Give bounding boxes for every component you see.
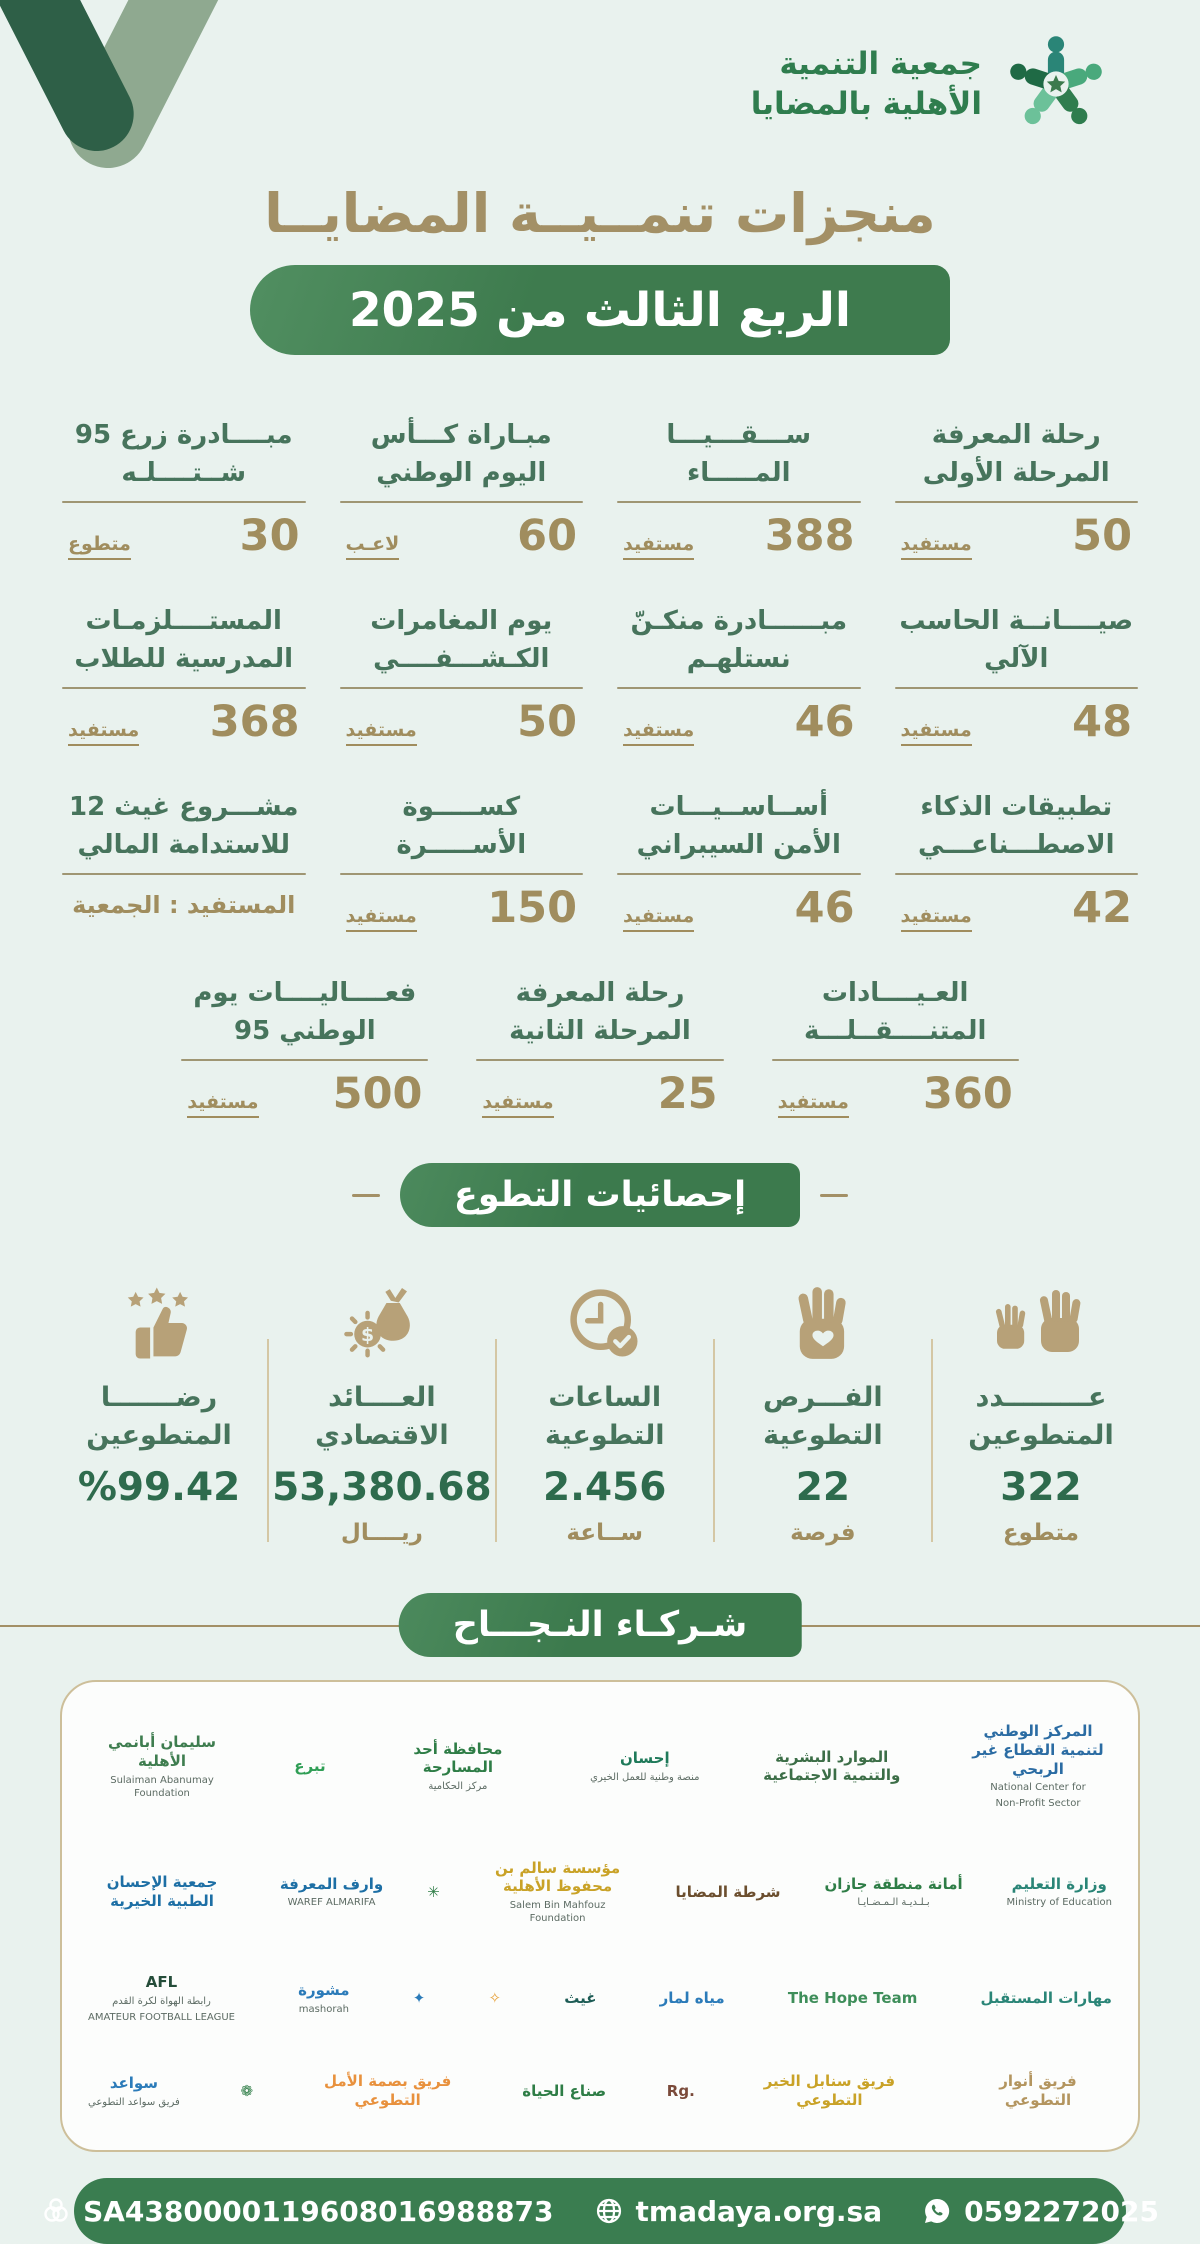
partner-logo (590, 1749, 699, 1784)
partner-name: تبرع (294, 1756, 326, 1775)
divider (895, 687, 1139, 689)
partner-logo (676, 1883, 781, 1902)
partner-name: ❁ (240, 2081, 254, 2100)
program-value: 46 (794, 697, 855, 747)
hands-raised-icon (993, 1267, 1089, 1363)
money-bag-icon (342, 1267, 422, 1363)
partner-caption: AMATEUR FOOTBALL LEAGUE (88, 2012, 235, 2024)
stat-unit: متطوع (1002, 1520, 1080, 1546)
programs-section (58, 417, 1142, 1119)
partner-name: المركز الوطني لتنمية القطاع غير الربحي (972, 1722, 1104, 1778)
divider (340, 501, 584, 503)
program-value: 25 (657, 1069, 718, 1119)
partner-name: غيث (564, 1989, 597, 2008)
partner-caption: mashorah (298, 2004, 349, 2016)
program-title: رحلة المعرفة المرحلة الأولى (922, 420, 1110, 488)
program-value: 50 (517, 697, 577, 747)
dash-decoration (820, 1194, 848, 1197)
divider (340, 873, 584, 875)
program-value: 60 (517, 511, 577, 561)
divider (62, 687, 306, 689)
program-unit: مستفيد (623, 719, 694, 746)
partner-logo (413, 1989, 426, 2008)
partner-caption: بـلـديـة الـمـضـايـا (857, 1897, 930, 1909)
partner-name: إحسان (619, 1748, 670, 1767)
divider (181, 1059, 428, 1061)
partners-row (88, 1859, 1112, 1926)
program-value: 388 (764, 511, 855, 561)
org-name (751, 44, 982, 125)
volunteer-count-stat (932, 1261, 1150, 1550)
partner-logo (964, 1722, 1112, 1810)
program-unit: لاعـب (346, 533, 400, 560)
partner-logo (314, 2072, 462, 2110)
program-unit: مستفيد (901, 719, 972, 746)
partner-name: فريق سنابل الخير التطوعي (763, 2072, 896, 2110)
partner-name: جمعية الإحسان الطبية الخيرية (106, 1873, 218, 1910)
partner-name: مشورة (298, 1981, 350, 2000)
partner-logo (522, 2082, 606, 2101)
program-unit: مستفيد (901, 905, 972, 932)
program-stat (336, 789, 588, 933)
corner-check-decoration (0, 0, 250, 210)
program-value: 500 (332, 1069, 423, 1119)
program-stat (58, 789, 310, 933)
partner-caption: National Center for (990, 1782, 1086, 1794)
program-value: 50 (1072, 511, 1132, 561)
programs-grid-bottom (177, 975, 1023, 1119)
partner-name: شرطة المضايا (675, 1882, 781, 1901)
org-logo-star-icon (1002, 30, 1110, 138)
program-value-row (58, 695, 310, 747)
divider (617, 687, 861, 689)
partner-logo (564, 1989, 596, 2008)
program-stat (58, 603, 310, 747)
divider (62, 873, 306, 875)
partner-name: أمانة منطقة جازان (824, 1874, 963, 1893)
program-stat (891, 603, 1143, 747)
partners-row (88, 1973, 1112, 2024)
program-unit: متطوع (68, 533, 131, 560)
partner-logo (964, 2072, 1112, 2110)
partner-caption: Salem Bin Mahfouz Foundation (509, 1900, 606, 1925)
program-unit: مستفيد (623, 533, 694, 560)
program-title: المستــــلزمـات المدرسية للطلاب (74, 606, 294, 674)
website-value: tmadaya.org.sa (635, 2194, 883, 2228)
stat-label: عـــــــــدد المتطوعين (968, 1382, 1114, 1451)
partner-caption: فريق سواعد التطوعي (88, 2096, 180, 2108)
program-value-row (891, 881, 1143, 933)
partner-logo (660, 1989, 725, 2008)
program-title: فعــــاليــــات يوم الوطني 95 (193, 978, 417, 1046)
divider (62, 501, 306, 503)
partner-logo (240, 2082, 253, 2101)
program-unit: مستفيد (346, 905, 417, 932)
partner-logo (488, 1989, 501, 2008)
program-stat (177, 975, 432, 1119)
partner-logo (758, 1748, 906, 1786)
program-title: صيــــانــة الحاسب الآلي (899, 606, 1134, 674)
stat-label: الساعات التطوعية (544, 1382, 665, 1451)
partners-row (88, 1722, 1112, 1810)
page-title: منجزات تنمــيــة المضايــا (264, 182, 936, 245)
globe-icon (594, 2196, 624, 2226)
program-title: أســاســيـــات الأمن السيبراني (636, 792, 841, 860)
partner-logo (280, 1875, 383, 1910)
divider (617, 873, 861, 875)
partner-name: الموارد البشرية والتنمية الاجتماعية (763, 1747, 901, 1785)
program-title: يوم المغامرات الكـشـــفــــي (370, 606, 553, 674)
partner-caption: WAREF ALMARIFA (287, 1897, 376, 1909)
partner-name: AFL (145, 1973, 178, 1992)
program-value-row (58, 509, 310, 561)
program-stat (58, 417, 310, 561)
volunteering-banner: إحصائيات التطوع (400, 1163, 800, 1227)
program-value-row (613, 881, 865, 933)
partner-logo (824, 1875, 962, 1910)
program-stat (613, 603, 865, 747)
divider (772, 1059, 1019, 1061)
program-unit: مستفيد (346, 719, 417, 746)
program-stat (891, 417, 1143, 561)
iban-value: SA4380000119608016988873 (83, 2194, 554, 2228)
partner-logo (484, 1859, 632, 1926)
partner-name: ✳ (427, 1882, 440, 1901)
website-item[interactable] (594, 2195, 883, 2228)
partner-caption: Ministry of Education (1006, 1897, 1112, 1909)
divider (617, 501, 861, 503)
partner-name: مؤسسة سالم بن محفوظ الأهلية (495, 1858, 621, 1896)
partner-name: Rg. (666, 2081, 695, 2100)
program-stat (336, 417, 588, 561)
program-value-row (613, 509, 865, 561)
hand-heart-icon (785, 1267, 861, 1363)
program-stat (613, 417, 865, 561)
economic-return-stat (268, 1261, 496, 1550)
program-unit: مستفيد (68, 719, 139, 746)
partner-logo (294, 1757, 325, 1776)
program-value: 150 (487, 883, 577, 933)
partner-caption: رابطة الهواة لكرة القدم (112, 1996, 211, 2008)
clock-check-icon (566, 1267, 644, 1363)
program-title: كســـــوة الأســـــرة (396, 792, 527, 860)
programs-grid (58, 417, 1142, 933)
stat-unit: ســاعة (566, 1520, 644, 1546)
partner-name: وزارة التعليم (1011, 1874, 1107, 1893)
program-value: 30 (239, 511, 300, 561)
partners-row (88, 2072, 1112, 2110)
program-value: 360 (923, 1069, 1013, 1119)
partner-caption: منصة وطنية للعمل الخيري (590, 1771, 700, 1783)
program-unit: مستفيد (187, 1091, 258, 1118)
stat-value: %99.42 (77, 1465, 241, 1510)
program-value-row (336, 695, 588, 747)
partner-name: فريق أنوار التطوعي (999, 2072, 1077, 2110)
divider (895, 501, 1139, 503)
volunteer-satisfaction-stat (50, 1261, 268, 1550)
divider (476, 1059, 723, 1061)
program-value: 368 (209, 697, 300, 747)
program-value-row (336, 881, 588, 933)
stat-value: 22 (795, 1465, 850, 1510)
partners-banner-row (0, 1588, 1200, 1662)
program-title: تطبيقات الذكاء الاصطـــناعـــي (918, 792, 1115, 860)
program-value: 46 (794, 883, 855, 933)
program-stat (613, 789, 865, 933)
partner-name: وارف المعرفة (279, 1874, 384, 1893)
partner-caption: Sulaiman Abanumay Foundation (110, 1774, 214, 1799)
partner-name: محافظة أحد المسارحة (413, 1739, 503, 1777)
stat-label: العــــائد الاقتصادي (315, 1382, 449, 1451)
program-title: رحلة المعرفة المرحلة الثانية (509, 978, 691, 1046)
iban-item (41, 2195, 553, 2228)
partner-name: سواعد (109, 2073, 159, 2092)
partners-banner: شـركـاء النـجـــاح (399, 1593, 802, 1657)
divider (895, 873, 1139, 875)
program-stat (336, 603, 588, 747)
program-value-row (472, 1067, 727, 1119)
volunteering-stats (50, 1261, 1150, 1550)
partner-logo (1007, 1875, 1112, 1910)
program-value: 48 (1072, 697, 1132, 747)
program-title: مبــــادرة زرع 95 شــتــــلـه (74, 420, 293, 488)
program-value-row (768, 1067, 1023, 1119)
phone-item[interactable] (922, 2195, 1159, 2228)
stat-label: رضـــــــا المتطوعين (86, 1382, 232, 1451)
program-stat (891, 789, 1143, 933)
partner-logo (667, 2082, 695, 2101)
partner-logo (88, 1973, 235, 2024)
stat-unit: ريــــال (340, 1520, 423, 1546)
partner-logo (427, 1883, 440, 1902)
svg-text:$: $ (360, 1323, 375, 1346)
stat-value: 322 (1000, 1465, 1082, 1510)
partner-name: سليمان أبانمي الأهلية (108, 1733, 216, 1770)
partner-logo (980, 1989, 1111, 2008)
program-title: العـيــــادات المتنــــقــلـــة (803, 978, 987, 1046)
program-value-row (891, 509, 1143, 561)
program-value-row (177, 1067, 432, 1119)
footer-bar (74, 2178, 1159, 2244)
partner-logo (755, 2072, 903, 2110)
program-note: المستفيد : الجمعية (72, 891, 296, 919)
partner-name: The Hope Team (787, 1989, 918, 2008)
stat-unit: فرصة (790, 1520, 856, 1546)
volunteer-hours-stat (496, 1261, 714, 1550)
dash-decoration (352, 1194, 380, 1197)
volunteering-banner-row (0, 1163, 1200, 1227)
stat-value: 53,380.68 (272, 1465, 492, 1510)
program-value: 42 (1072, 883, 1132, 933)
program-value-row (613, 695, 865, 747)
partner-name: مياه لمار (659, 1989, 725, 2008)
program-stat (768, 975, 1023, 1119)
partner-name: مهارات المستقبل (980, 1989, 1112, 2008)
partner-name: صناع الحياة (522, 2081, 607, 2100)
org-name-line2: الأهلية بالمضايا (750, 86, 982, 122)
program-stat (472, 975, 727, 1119)
program-title: مبـاراة كـــأس اليوم الوطني (370, 420, 552, 488)
partner-logo (88, 1873, 236, 1911)
program-title: ســـقـــيـــا المـــــاء (666, 420, 812, 488)
program-unit: مستفيد (623, 905, 694, 932)
partner-logo (788, 1989, 917, 2008)
partner-logo (298, 1981, 349, 2016)
partner-logo (88, 2074, 180, 2109)
program-value-row (336, 509, 588, 561)
phone-value: 0592272025 (964, 2194, 1159, 2228)
partners-card (60, 1680, 1140, 2152)
volunteer-opportunities-stat (714, 1261, 932, 1550)
partner-name: ✧ (488, 1989, 502, 2008)
partner-logo (384, 1740, 532, 1794)
quarter-banner: الربع الثالث من 2025 (250, 265, 950, 355)
partner-logo (88, 1733, 236, 1800)
partner-caption: Non-Profit Sector (995, 1798, 1081, 1810)
org-name-line1: جمعية التنمية (779, 45, 982, 82)
partner-name: ✦ (412, 1989, 426, 2008)
stat-value: 2.456 (543, 1465, 667, 1510)
whatsapp-icon (922, 2196, 952, 2226)
program-title: مشـــروع غيث 12 للاستدامة المالي (69, 792, 299, 860)
stat-label: الفـــرص التطوعية (763, 1382, 883, 1451)
program-unit: مستفيد (901, 533, 972, 560)
partner-name: فريق بصمة الأمل التطوعي (323, 2072, 452, 2110)
partner-caption: مركز الحكامية (428, 1781, 488, 1792)
divider (340, 687, 584, 689)
thumbs-up-stars-icon (119, 1267, 199, 1363)
iban-rings-icon (41, 2196, 71, 2226)
program-value-row (891, 695, 1143, 747)
program-title: مبــــــادرة منكـنّ نستلهـم (630, 606, 848, 674)
program-unit: مستفيد (482, 1091, 553, 1118)
program-unit: مستفيد (778, 1091, 849, 1118)
